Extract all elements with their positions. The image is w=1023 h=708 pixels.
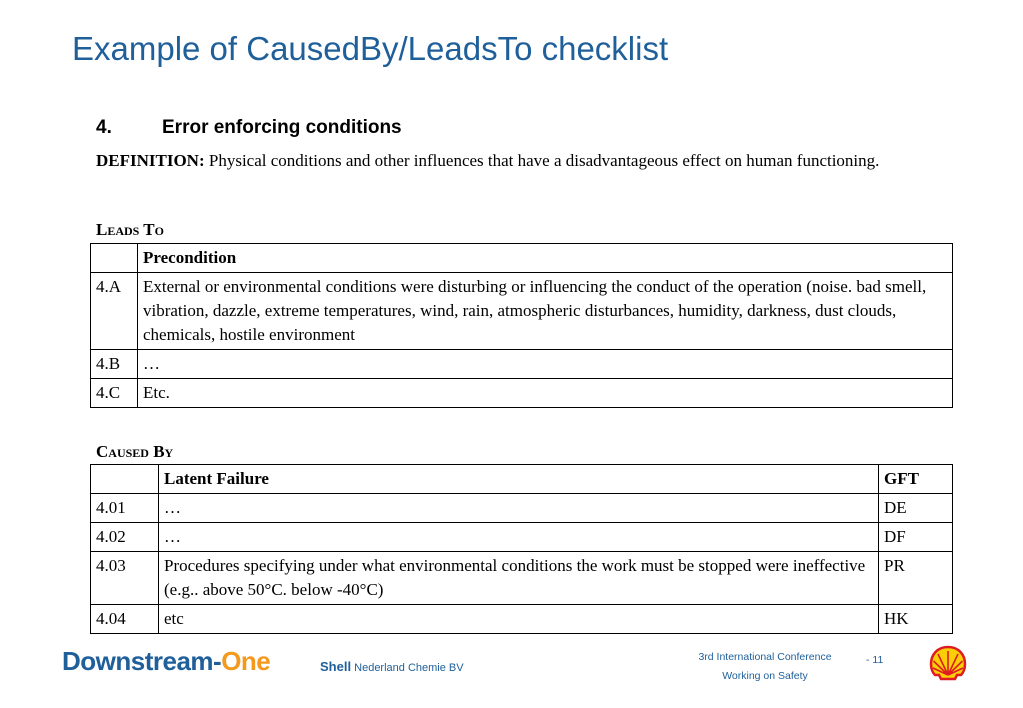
company-name-strong: Shell [320,659,352,674]
table-header-row [91,244,953,273]
row-text: Procedures specifying under what environmental conditions the work must be stopped were ineffective (e.g.. above 50°C. below -40°C) [159,552,879,605]
company-name [320,659,464,674]
row-id: 4.C [91,379,138,408]
table-row [91,605,953,634]
page-title: Example of CausedBy/LeadsTo checklist [72,30,669,67]
row-id: 4.B [91,350,138,379]
table-row [91,379,953,408]
row-text: Etc. [138,379,953,408]
row-id: 4.03 [91,552,159,605]
caused-by-table [90,464,953,634]
header-cell-id [91,244,138,273]
caused-by-label: Caused By [96,442,174,461]
page-number: - 11 [866,654,884,666]
downstream-one-logo [62,646,270,677]
row-text: … [159,523,879,552]
conference-line-2: Working on Safety [722,670,808,682]
row-gft: HK [879,605,953,634]
row-gft: PR [879,552,953,605]
row-id: 4.A [91,273,138,350]
table-row [91,350,953,379]
row-id: 4.02 [91,523,159,552]
conference-line-1: 3rd International Conference [698,651,832,663]
definition-label: DEFINITION: [96,151,205,170]
shell-pecten-icon [929,645,967,681]
row-id: 4.04 [91,605,159,634]
definition-paragraph [96,149,956,173]
row-text: etc [159,605,879,634]
company-name-rest: Nederland Chemie BV [351,662,464,674]
conference-info [680,648,850,686]
section-number: 4. [96,117,112,138]
row-text: … [138,350,953,379]
definition-text: Physical conditions and other influences that have a disadvantageous effect on human functioning. [204,151,880,170]
header-cell-id [91,465,159,494]
row-gft: DF [879,523,953,552]
row-gft: DE [879,494,953,523]
table-row [91,523,953,552]
row-id: 4.01 [91,494,159,523]
leads-to-label: Leads To [96,220,164,239]
brand-text-part1: Downstream- [62,646,222,676]
brand-text-part2: One [221,646,271,676]
section-heading [96,117,402,139]
header-cell-latent-failure: Latent Failure [159,465,879,494]
header-cell-precondition: Precondition [138,244,953,273]
header-cell-gft: GFT [879,465,953,494]
row-text: External or environmental conditions were disturbing or influencing the conduct of the operation (noise. bad smell, vibration, dazzle, extreme temperatures, wind, rain, atmospheric disturbances, humidity, darkness, dust clouds, chemicals, hostile environment [138,273,953,350]
leads-to-table [90,243,953,408]
row-text: … [159,494,879,523]
section-heading-text: Error enforcing conditions [162,117,402,138]
table-row [91,494,953,523]
table-header-row [91,465,953,494]
table-row [91,552,953,605]
table-row [91,273,953,350]
